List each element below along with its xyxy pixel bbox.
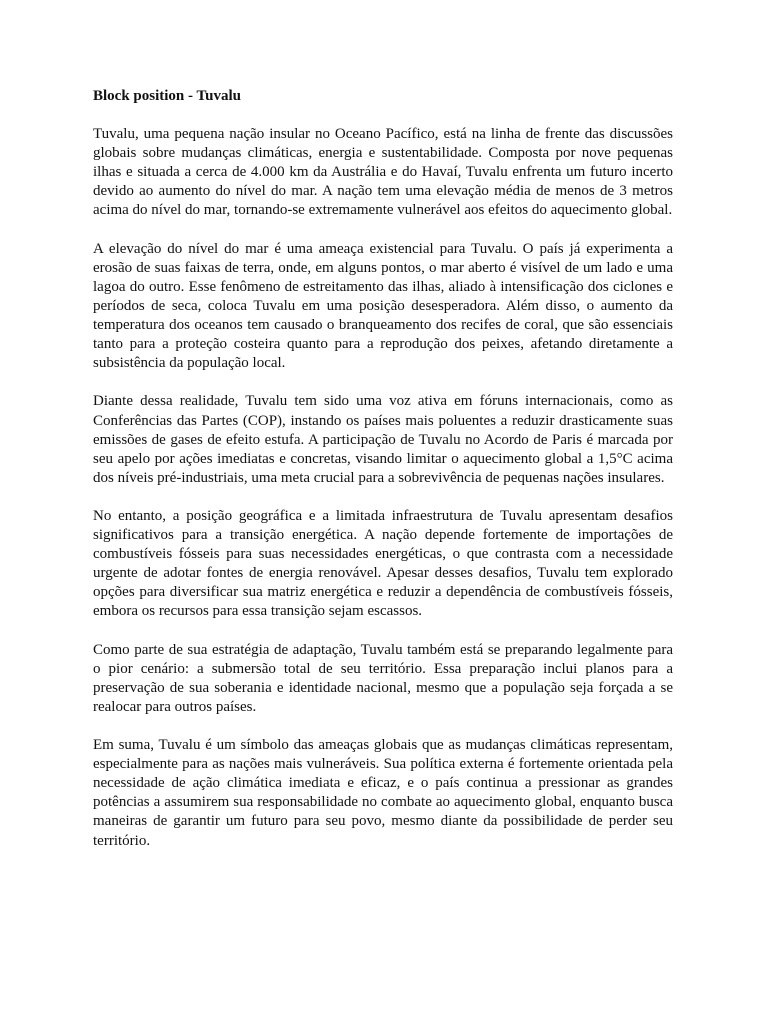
paragraph-adaptation: Como parte de sua estratégia de adaptação, Tuvalu também está se preparando legalmente para o pior cenário: a submersão total de seu território. Essa preparação inclui planos para a preservação de sua soberania e identidade nacional, mesmo que a população seja forçada a se realocar para outros países. [93, 641, 673, 715]
paragraph-sea-level: A elevação do nível do mar é uma ameaça existencial para Tuvalu. O país já experimenta a erosão de suas faixas de terra, onde, em alguns pontos, o mar aberto é visível de um lado e uma lagoa do outro. Esse fenômeno de estreitamento das ilhas, aliado à intensificação dos ciclones e períodos de seca, coloca Tuvalu em uma posição desesperadora. Além disso, o aumento da temperatura dos oceanos tem causado o branqueamento dos recifes de coral, que são essenciais tanto para a proteção costeira quanto para a reprodução dos peixes, afetando diretamente a subsistência da população local. [93, 240, 673, 372]
paragraph-energy-transition: No entanto, a posição geográfica e a limitada infraestrutura de Tuvalu apresentam desafios significativos para a transição energética. A nação depende fortemente de importações de combustíveis fósseis para suas necessidades energéticas, o que contrasta com a necessidade urgente de adotar fontes de energia renovável. Apesar desses desafios, Tuvalu tem explorado opções para diversificar sua matriz energética e reduzir a dependência de combustíveis fósseis, embora os recursos para essa transição sejam escassos. [93, 507, 673, 620]
document-page [93, 87, 673, 870]
paragraph-international-forums: Diante dessa realidade, Tuvalu tem sido uma voz ativa em fóruns internacionais, como as Conferências das Partes (COP), instando os países mais poluentes a reduzir drasticamente suas emissões de gases de efeito estufa. A participação de Tuvalu no Acordo de Paris é marcada por seu apelo por ações imediatas e concretas, visando limitar o aquecimento global a 1,5°C acima dos níveis pré-industriais, uma meta crucial para a sobrevivência de pequenas nações insulares. [93, 393, 673, 486]
document-title: Block position - Tuvalu [93, 88, 241, 104]
paragraph-conclusion: Em suma, Tuvalu é um símbolo das ameaças globais que as mudanças climáticas representam, especialmente para as nações mais vulneráveis. Sua política externa é fortemente orientada pela necessidade de ação climática imediata e eficaz, e o país continua a pressionar as grandes potências a assumirem sua responsabilidade no combate ao aquecimento global, enquanto busca maneiras de garantir um futuro para seu povo, mesmo diante da possibilidade de perder seu território. [93, 737, 673, 849]
paragraph-intro: Tuvalu, uma pequena nação insular no Oceano Pacífico, está na linha de frente das discussões globais sobre mudanças climáticas, energia e sustentabilidade. Composta por nove pequenas ilhas e situada a cerca de 4.000 km da Austrália e do Havaí, Tuvalu enfrenta um futuro incerto devido ao aumento do nível do mar. A nação tem uma elevação média de menos de 3 metros acima do nível do mar, tornando-se extremamente vulnerável aos efeitos do aquecimento global. [93, 126, 673, 219]
